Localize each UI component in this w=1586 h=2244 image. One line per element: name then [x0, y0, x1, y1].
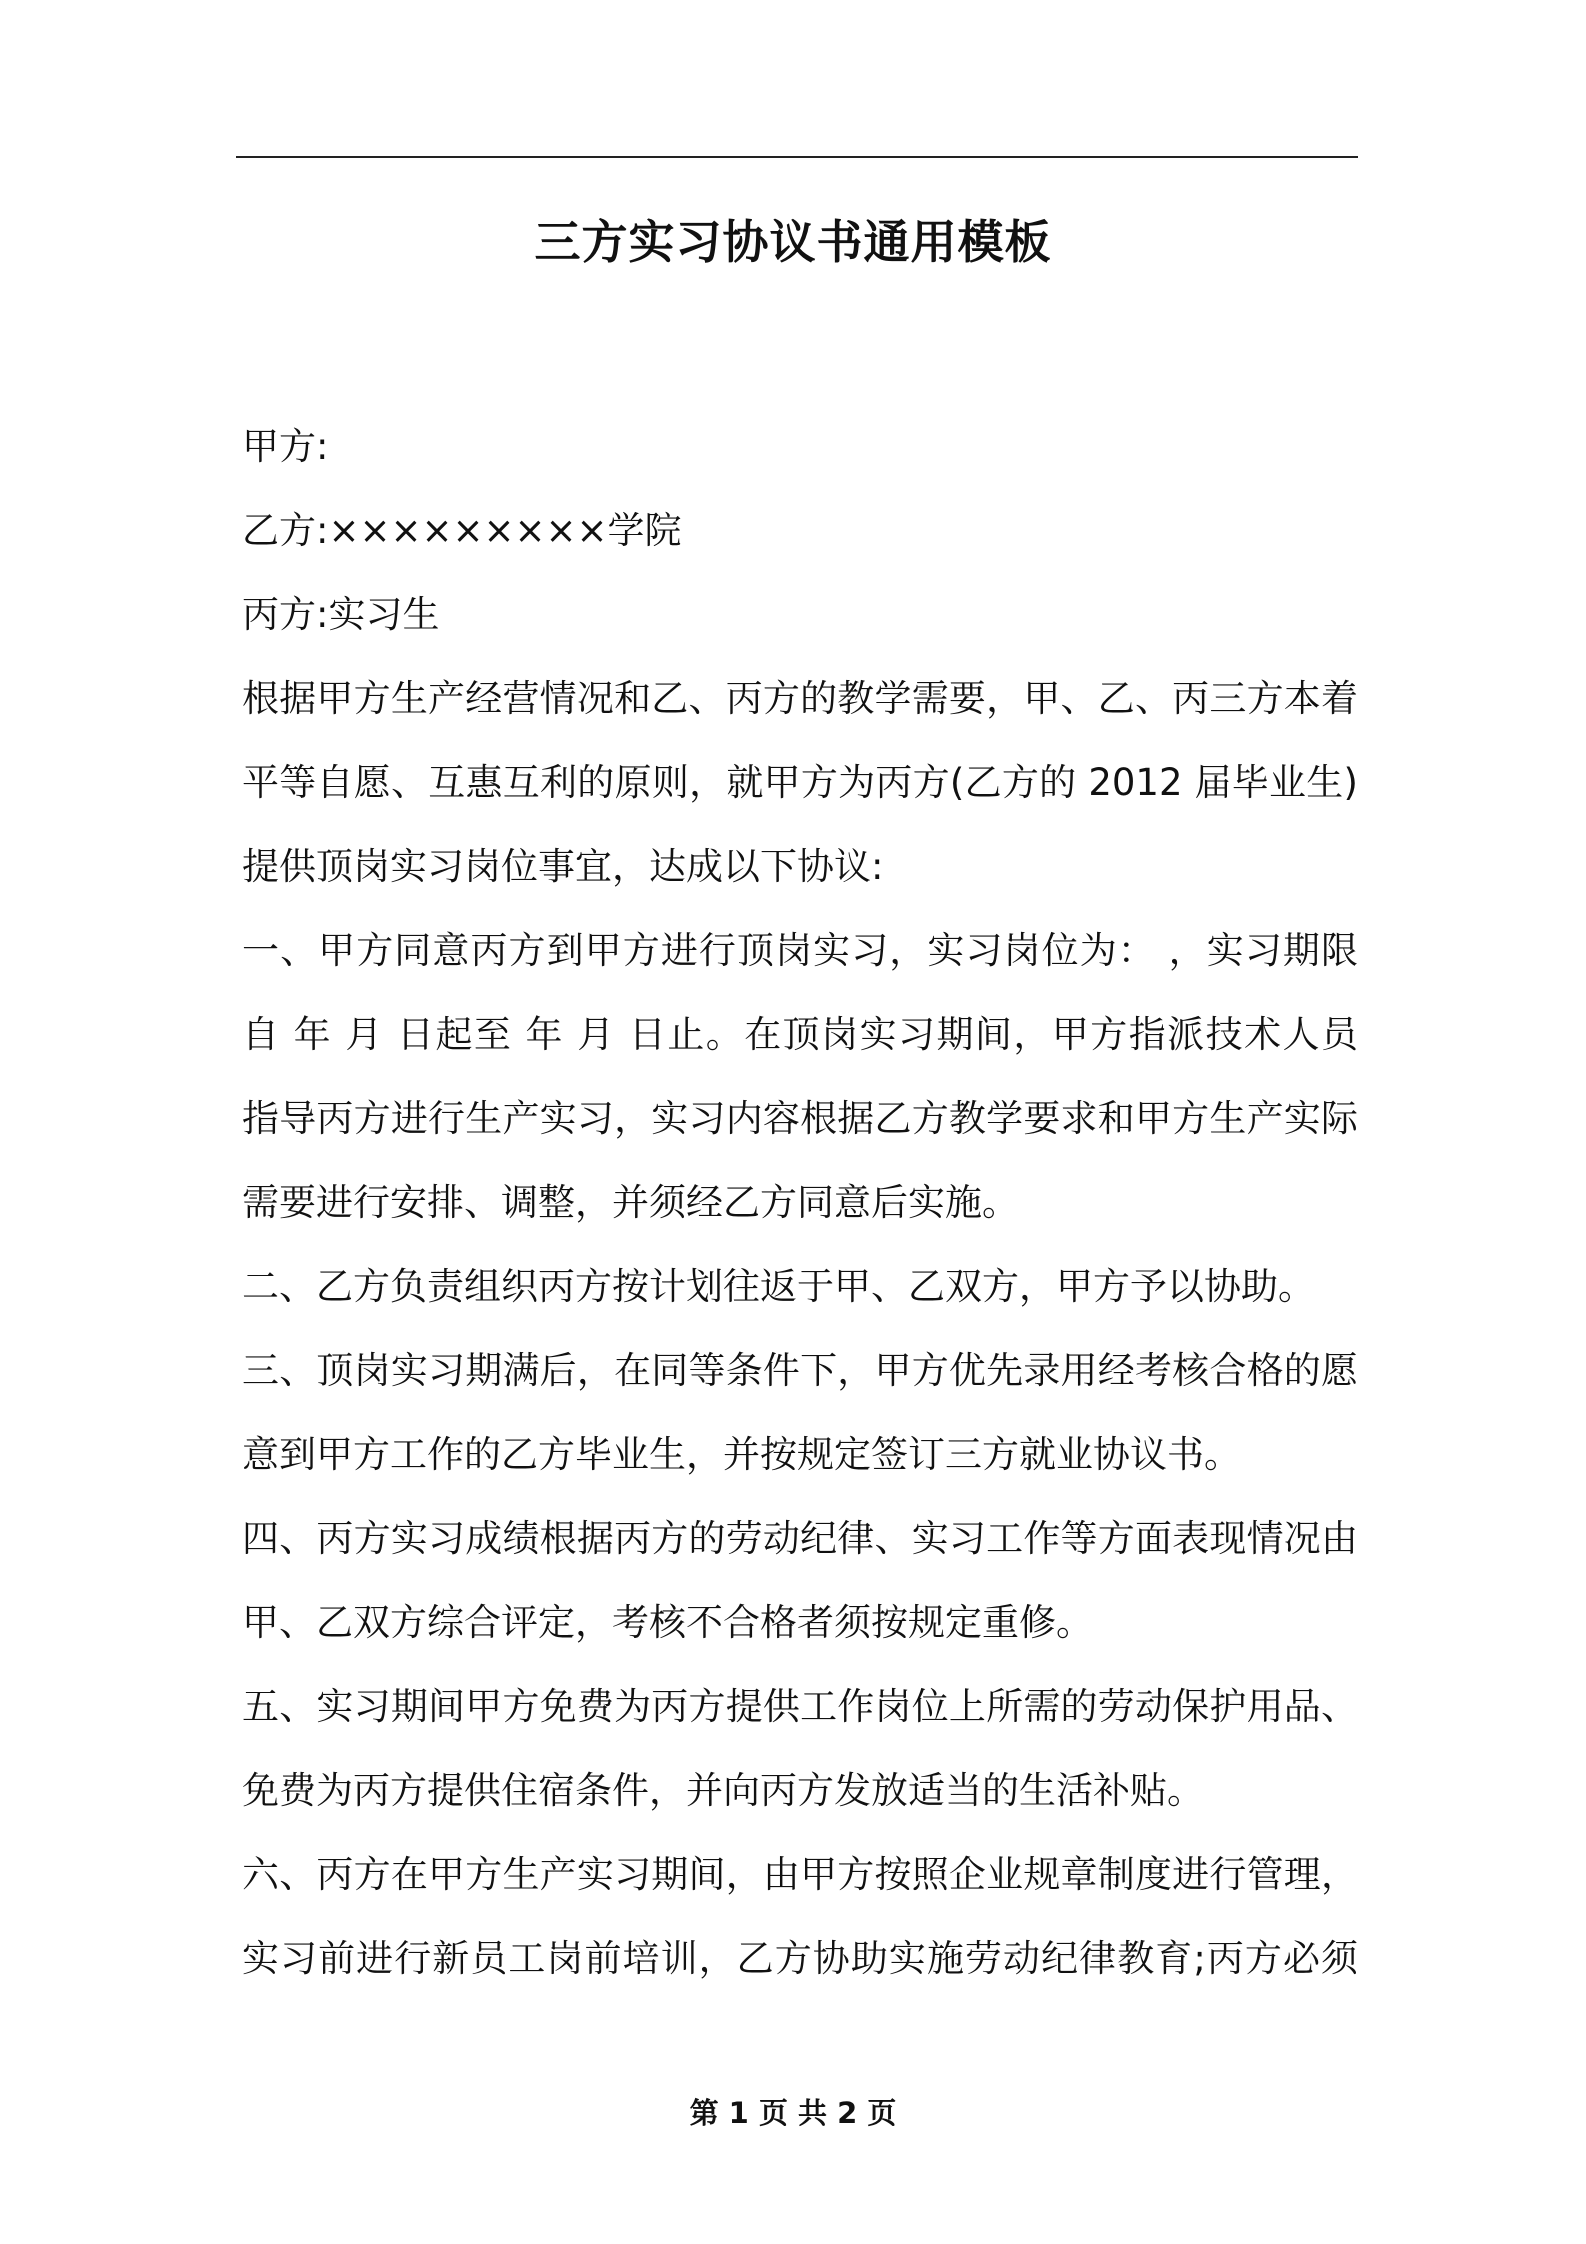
body-line: 指导丙方进行生产实习，实习内容根据乙方教学要求和甲方生产实际 — [242, 1097, 1358, 1140]
body-line: 免费为丙方提供住宿条件，并向丙方发放适当的生活补贴。 — [242, 1769, 1204, 1812]
body-line: 实习前进行新员工岗前培训，乙方协助实施劳动纪律教育;丙方必须 — [242, 1937, 1358, 1980]
page-number-footer: 第 1 页 共 2 页 — [689, 2096, 897, 2130]
body-line: 五、实习期间甲方免费为丙方提供工作岗位上所需的劳动保护用品、 — [242, 1685, 1358, 1728]
document-title: 三方实习协议书通用模板 — [534, 215, 1052, 269]
body-line: 三、顶岗实习期满后，在同等条件下，甲方优先录用经考核合格的愿 — [242, 1349, 1358, 1392]
body-line: 自 年 月 日起至 年 月 日止。在顶岗实习期间，甲方指派技术人员 — [242, 1013, 1358, 1056]
body-line: 提供顶岗实习岗位事宜，达成以下协议: — [242, 845, 884, 888]
body-line: 一、甲方同意丙方到甲方进行顶岗实习，实习岗位为： ，实习期限 — [242, 929, 1358, 972]
body-line: 二、乙方负责组织丙方按计划往返于甲、乙双方，甲方予以协助。 — [242, 1265, 1315, 1308]
body-line: 意到甲方工作的乙方毕业生，并按规定签订三方就业协议书。 — [242, 1433, 1241, 1476]
document-body — [242, 405, 1358, 2001]
body-line: 六、丙方在甲方生产实习期间，由甲方按照企业规章制度进行管理， — [242, 1853, 1358, 1896]
body-line: 四、丙方实习成绩根据丙方的劳动纪律、实习工作等方面表现情况由 — [242, 1517, 1358, 1560]
body-line: 乙方:×××××××××学院 — [242, 509, 682, 552]
body-line: 甲方: — [242, 425, 329, 468]
body-line: 丙方:实习生 — [242, 593, 440, 636]
header-rule — [236, 156, 1358, 158]
body-line: 需要进行安排、调整，并须经乙方同意后实施。 — [242, 1181, 1019, 1224]
body-line: 平等自愿、互惠互利的原则，就甲方为丙方(乙方的 2012 届毕业生) — [242, 761, 1358, 804]
body-line: 甲、乙双方综合评定，考核不合格者须按规定重修。 — [242, 1601, 1093, 1644]
body-line: 根据甲方生产经营情况和乙、丙方的教学需要，甲、乙、丙三方本着 — [242, 677, 1358, 720]
